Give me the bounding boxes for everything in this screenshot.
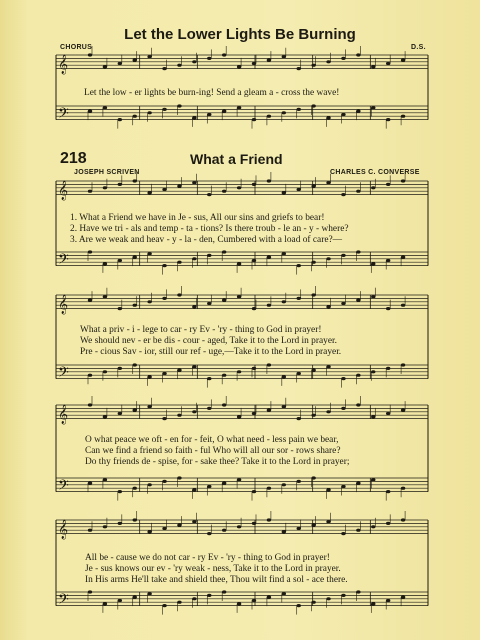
note-head: [177, 293, 181, 296]
note-head: [401, 518, 405, 521]
note-head: [237, 65, 241, 68]
note-head: [401, 179, 405, 182]
note-head: [297, 188, 301, 191]
treble-clef: 𝄞: [58, 404, 69, 425]
note-head: [326, 181, 330, 184]
note-head: [133, 304, 137, 307]
note-head: [88, 590, 92, 593]
note-head: [118, 412, 122, 415]
note-head: [118, 62, 122, 65]
lyric-line: Je - sus knows our ev - 'ry weak - ness, Take it to the Lord in prayer.: [85, 564, 341, 574]
note-head: [252, 599, 256, 602]
note-head: [207, 594, 211, 597]
note-head: [222, 250, 226, 253]
note-head: [282, 111, 286, 114]
note-head: [371, 478, 375, 481]
note-head: [207, 302, 211, 305]
note-head: [297, 372, 301, 375]
note-head: [386, 62, 390, 65]
note-head: [237, 186, 241, 189]
note-head: [88, 110, 92, 113]
note-head: [88, 53, 92, 56]
note-head: [282, 252, 286, 255]
note-head: [401, 304, 405, 307]
note-head: [177, 104, 181, 107]
note-head: [401, 59, 405, 62]
note-head: [222, 482, 226, 485]
note-head: [147, 191, 151, 194]
note-head: [326, 365, 330, 368]
note-head: [386, 490, 390, 493]
note-head: [356, 53, 360, 56]
lyric-line: 3. Are we weak and heav - y - la - den, Cumbered with a load of care?—: [70, 235, 343, 245]
note-head: [103, 65, 107, 68]
bass-clef: 𝄢: [58, 477, 69, 498]
note-head: [207, 485, 211, 488]
treble-clef: 𝄞: [58, 519, 69, 540]
note-head: [326, 520, 330, 523]
note-head: [252, 307, 256, 310]
note-head: [222, 590, 226, 593]
note-head: [311, 104, 315, 107]
note-head: [162, 417, 166, 420]
prev-hymn-lyric: Let the low - er lights be burn-ing! Send a gleam a - cross the wave!: [84, 88, 340, 98]
note-head: [147, 375, 151, 378]
note-head: [267, 518, 271, 521]
note-head: [326, 488, 330, 491]
note-head: [237, 262, 241, 265]
note-head: [162, 604, 166, 607]
note-head: [341, 532, 345, 535]
treble-clef: 𝄞: [58, 180, 69, 201]
note-head: [103, 262, 107, 265]
note-head: [192, 597, 196, 600]
note-head: [297, 480, 301, 483]
note-head: [88, 190, 92, 193]
note-head: [401, 256, 405, 259]
note-head: [326, 257, 330, 260]
note-head: [252, 522, 256, 525]
note-head: [162, 527, 166, 530]
note-head: [252, 62, 256, 65]
note-head: [133, 115, 137, 118]
note-head: [386, 522, 390, 525]
note-head: [371, 525, 375, 528]
note-head: [297, 264, 301, 267]
note-head: [371, 65, 375, 68]
note-head: [356, 403, 360, 406]
note-head: [386, 599, 390, 602]
note-head: [371, 295, 375, 298]
lyric-line: We should nev - er be dis - cour - aged, Take it to the Lord in prayer.: [80, 336, 337, 346]
treble-clef: 𝄞: [58, 54, 69, 75]
note-head: [341, 57, 345, 60]
note-head: [311, 414, 315, 417]
note-head: [341, 377, 345, 380]
note-head: [237, 106, 241, 109]
hymn-title: What a Friend: [190, 151, 283, 167]
note-head: [267, 179, 271, 182]
lyric-line: O what peace we oft - en for - feit, O what need - less pain we bear,: [85, 435, 339, 445]
note-head: [237, 415, 241, 418]
note-head: [252, 183, 256, 186]
note-head: [386, 412, 390, 415]
note-head: [356, 590, 360, 593]
note-head: [177, 261, 181, 264]
note-head: [192, 116, 196, 119]
note-head: [297, 67, 301, 70]
note-head: [401, 596, 405, 599]
note-head: [103, 415, 107, 418]
note-head: [311, 185, 315, 188]
note-head: [133, 596, 137, 599]
note-head: [192, 488, 196, 491]
note-head: [207, 57, 211, 60]
lyric-line: In His arms He'll take and shield thee, Thou wilt find a sol - ace there.: [85, 575, 348, 585]
note-head: [282, 592, 286, 595]
lyric-line: All be - cause we do not car - ry Ev - 'ry - thing to God in prayer!: [85, 553, 330, 563]
note-head: [192, 365, 196, 368]
note-head: [88, 529, 92, 532]
note-head: [386, 307, 390, 310]
note-head: [147, 300, 151, 303]
note-head: [133, 518, 137, 521]
note-head: [297, 108, 301, 111]
lyric-line: Pre - cious Sav - ior, still our ref - uge,—Take it to the Lord in prayer.: [80, 347, 342, 357]
note-head: [103, 370, 107, 373]
lyric-line: 2. Have we tri - als and temp - ta - tions? Is there troub - le an - y - where?: [70, 224, 349, 234]
note-head: [282, 530, 286, 533]
note-head: [103, 295, 107, 298]
note-head: [162, 372, 166, 375]
note-head: [222, 403, 226, 406]
note-head: [118, 118, 122, 121]
note-head: [162, 188, 166, 191]
note-head: [118, 259, 122, 262]
note-head: [177, 185, 181, 188]
note-head: [252, 490, 256, 493]
ds-label: D.S.: [411, 44, 426, 51]
note-head: [222, 374, 226, 377]
note-head: [371, 602, 375, 605]
hymn-author: JOSEPH SCRIVEN: [74, 169, 140, 176]
note-head: [282, 483, 286, 486]
note-head: [192, 181, 196, 184]
note-head: [88, 299, 92, 302]
note-head: [118, 307, 122, 310]
note-head: [267, 59, 271, 62]
note-head: [267, 256, 271, 259]
note-head: [252, 412, 256, 415]
note-head: [326, 410, 330, 413]
note-head: [326, 60, 330, 63]
note-head: [133, 363, 137, 366]
note-head: [341, 254, 345, 257]
note-head: [311, 64, 315, 67]
note-head: [371, 106, 375, 109]
note-head: [177, 64, 181, 67]
note-head: [386, 183, 390, 186]
note-head: [371, 415, 375, 418]
note-head: [222, 190, 226, 193]
lyric-line: Do thy friends de - spise, for - sake thee? Take it to the Lord in prayer;: [85, 457, 350, 467]
note-head: [401, 487, 405, 490]
note-head: [162, 297, 166, 300]
note-head: [267, 409, 271, 412]
note-head: [207, 407, 211, 410]
note-head: [162, 67, 166, 70]
note-head: [118, 490, 122, 493]
note-head: [401, 409, 405, 412]
note-head: [118, 367, 122, 370]
note-head: [207, 254, 211, 257]
note-head: [326, 597, 330, 600]
bass-clef: 𝄢: [58, 251, 69, 272]
note-head: [133, 179, 137, 182]
note-head: [326, 116, 330, 119]
note-head: [356, 250, 360, 253]
treble-clef: 𝄞: [58, 294, 69, 315]
note-head: [162, 108, 166, 111]
note-head: [311, 369, 315, 372]
note-head: [237, 370, 241, 373]
note-head: [311, 261, 315, 264]
note-head: [222, 529, 226, 532]
note-head: [207, 377, 211, 380]
note-head: [356, 374, 360, 377]
note-head: [88, 482, 92, 485]
prev-hymn-title: Let the Lower Lights Be Burning: [124, 26, 356, 43]
note-head: [133, 487, 137, 490]
note-head: [401, 363, 405, 366]
note-head: [341, 407, 345, 410]
note-head: [252, 367, 256, 370]
note-head: [222, 110, 226, 113]
note-head: [103, 478, 107, 481]
note-head: [103, 602, 107, 605]
bass-clef: 𝄢: [58, 364, 69, 385]
note-head: [356, 110, 360, 113]
note-head: [207, 113, 211, 116]
note-head: [162, 264, 166, 267]
note-head: [371, 370, 375, 373]
note-head: [133, 256, 137, 259]
note-head: [267, 304, 271, 307]
note-head: [297, 417, 301, 420]
note-head: [341, 302, 345, 305]
note-head: [103, 525, 107, 528]
note-head: [207, 193, 211, 196]
chorus-label: CHORUS: [60, 44, 93, 51]
note-head: [311, 524, 315, 527]
note-head: [282, 405, 286, 408]
note-head: [133, 59, 137, 62]
note-head: [192, 305, 196, 308]
note-head: [356, 482, 360, 485]
note-head: [386, 367, 390, 370]
note-head: [177, 524, 181, 527]
note-head: [282, 375, 286, 378]
lyric-line: What a priv - i - lege to car - ry Ev - 'ry - thing to God in prayer!: [80, 325, 322, 335]
note-head: [326, 305, 330, 308]
note-head: [282, 300, 286, 303]
bass-clef: 𝄢: [58, 105, 69, 126]
note-head: [222, 53, 226, 56]
note-head: [192, 60, 196, 63]
note-head: [118, 599, 122, 602]
note-head: [341, 485, 345, 488]
note-head: [371, 186, 375, 189]
note-head: [237, 295, 241, 298]
note-head: [88, 250, 92, 253]
note-head: [147, 483, 151, 486]
note-head: [267, 487, 271, 490]
note-head: [88, 403, 92, 406]
note-head: [103, 186, 107, 189]
note-head: [88, 374, 92, 377]
note-head: [356, 299, 360, 302]
note-head: [252, 259, 256, 262]
note-head: [237, 525, 241, 528]
note-head: [311, 476, 315, 479]
note-head: [177, 369, 181, 372]
note-head: [147, 592, 151, 595]
note-head: [237, 602, 241, 605]
note-head: [192, 520, 196, 523]
note-head: [267, 596, 271, 599]
note-head: [207, 532, 211, 535]
note-head: [267, 363, 271, 366]
note-head: [282, 55, 286, 58]
note-head: [371, 262, 375, 265]
note-head: [177, 476, 181, 479]
note-head: [356, 190, 360, 193]
note-head: [297, 527, 301, 530]
note-head: [386, 118, 390, 121]
note-head: [237, 478, 241, 481]
note-head: [356, 529, 360, 532]
note-head: [401, 115, 405, 118]
note-head: [147, 111, 151, 114]
lyric-line: Can we find a friend so faith - ful Who will all our sor - rows share?: [85, 446, 341, 456]
note-head: [311, 293, 315, 296]
note-head: [267, 115, 271, 118]
note-head: [222, 299, 226, 302]
note-head: [118, 522, 122, 525]
note-head: [192, 410, 196, 413]
note-head: [282, 191, 286, 194]
note-head: [341, 193, 345, 196]
note-head: [192, 257, 196, 260]
note-head: [147, 252, 151, 255]
note-head: [147, 55, 151, 58]
bass-clef: 𝄢: [58, 591, 69, 612]
note-head: [252, 118, 256, 121]
note-head: [386, 259, 390, 262]
note-head: [177, 601, 181, 604]
note-head: [341, 594, 345, 597]
hymn-composer: CHARLES C. CONVERSE: [330, 169, 420, 176]
note-head: [118, 183, 122, 186]
note-head: [147, 405, 151, 408]
note-head: [311, 601, 315, 604]
note-head: [147, 530, 151, 533]
note-head: [177, 414, 181, 417]
note-head: [162, 480, 166, 483]
note-head: [297, 604, 301, 607]
note-head: [103, 106, 107, 109]
hymn-number: 218: [60, 150, 87, 167]
note-head: [133, 409, 137, 412]
note-head: [297, 297, 301, 300]
note-head: [341, 113, 345, 116]
lyric-line: 1. What a Friend we have in Je - sus, All our sins and griefs to bear!: [70, 213, 325, 223]
